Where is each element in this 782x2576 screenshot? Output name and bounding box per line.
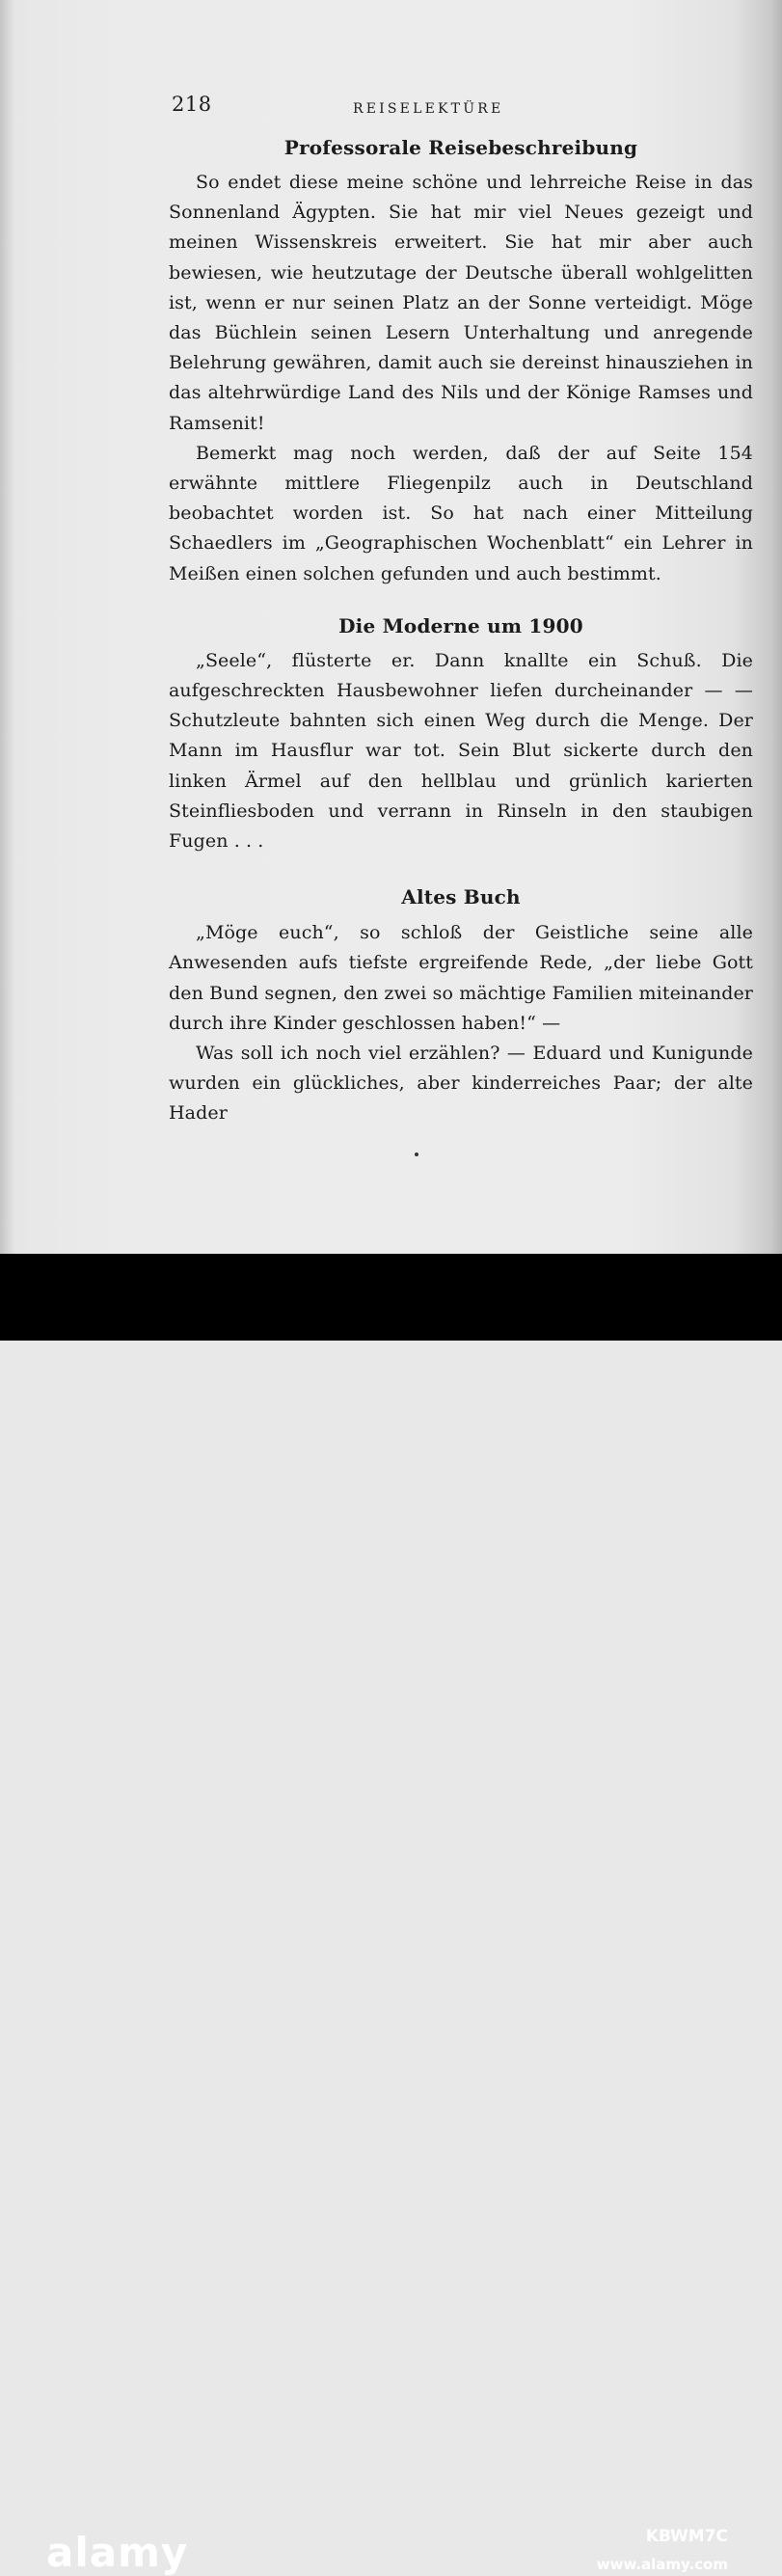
watermark-bar	[0, 1254, 782, 2576]
section-title: Professorale Reisebeschreibung	[283, 136, 638, 159]
section-title: Altes Buch	[401, 885, 521, 909]
paragraph: Bemerkt mag noch werden, daß der auf Seite 154 erwähnte mittlere Fliegenpilz auch in Deutschland beobachtet worden ist. So hat nach einer Mitteilung Schaedlers im „Geographischen Wochenblatt“ ein Lehrer in Meißen einen solchen gefunden und auch bestimmt.	[169, 442, 753, 584]
section-title: Die Moderne um 1900	[338, 613, 583, 637]
section-body	[169, 918, 753, 1128]
site-url: www.alamy.com	[596, 2556, 728, 2573]
page-speck	[415, 1152, 418, 1156]
book-page	[0, 0, 782, 1254]
section-body	[169, 168, 753, 589]
paragraph: So endet diese meine schöne und lehrreiche Reise in das Sonnenland Ägypten. Sie hat mir viel Neues gezeigt und meinen Wissenskreis erweitert. Sie hat mir aber auch bewiesen, wie heutzutage der Deutsche überall wohlgelitten ist, wenn er nur seinen Platz an der Sonne verteidigt. Möge das Büchlein seinen Lesern Unterhaltung und anregende Belehrung gewähren, damit auch sie dereinst hinausziehen in das altehrwürdige Land des Nils und der Könige Ramses und Ramsenit!	[169, 172, 753, 434]
section-body	[169, 646, 753, 856]
paragraph: „Seele“, flüsterte er. Dann knallte ein Schuß. Die aufgeschreckten Hausbewohner liefen durcheinander — — Schutzleute bahnten sich einen Weg durch die Menge. Der Mann im Hausflur war tot. Sein Blut sickerte durch den linken Ärmel auf den hellblau und grünlich karierten Steinfliesboden und verrann in Rinseln in den staubigen Fugen . . .	[169, 649, 753, 853]
page-header	[169, 92, 753, 124]
page-number: 218	[172, 93, 212, 116]
image-id: KBWM7C	[645, 2527, 728, 2546]
running-head: REISELEKTÜRE	[353, 101, 504, 117]
alamy-logo: alamy	[46, 2529, 189, 2576]
paragraph: Was soll ich noch viel erzählen? — Eduard und Kunigunde wurden ein glückliches, aber kinderreiches Paar; der alte Hader	[169, 1043, 753, 1125]
page-content	[169, 92, 753, 1129]
paragraph: „Möge euch“, so schloß der Geistliche seine alle Anwesenden aufs tiefste ergreifende Rede, „der liebe Gott den Bund segnen, den zwei so mächtige Familien miteinander durch ihre Kinder geschlossen haben!“ —	[169, 922, 753, 1034]
